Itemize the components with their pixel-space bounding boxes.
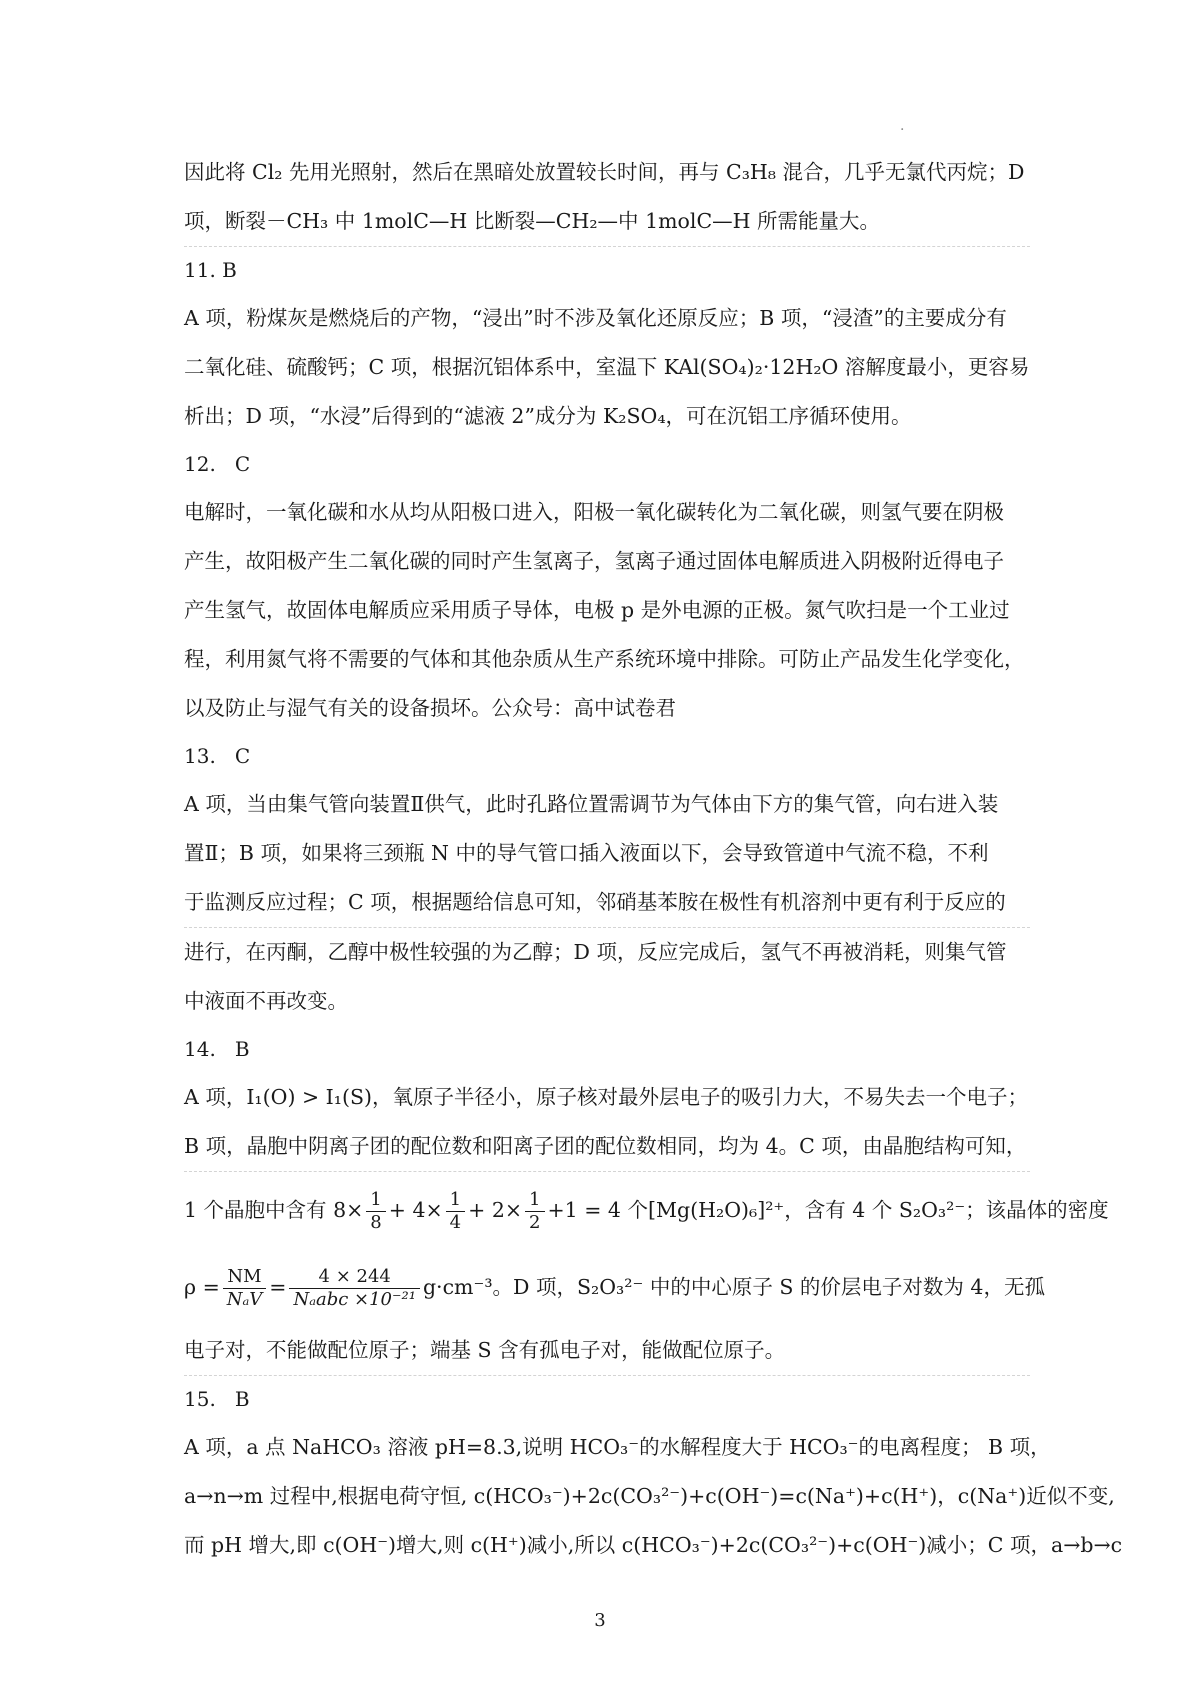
fraction-denominator: 2 [529,1212,541,1233]
fraction-denominator: Nₐabc ×10⁻²¹ [293,1289,416,1310]
fraction-denominator: NₐV [226,1289,263,1310]
answer-content [184,148,1123,1570]
formula-text: g·cm⁻³。D 项，S₂O₃²⁻ 中的中心原子 S 的价层电子对数为 4，无孤 [422,1275,1045,1299]
page-number: 3 [594,1610,606,1631]
fraction-numerator: NM [223,1266,267,1289]
q14-density-line [184,1249,1045,1326]
intro-line: 项，断裂－CH₃ 中 1molC—H 比断裂—CH₂—中 1molC—H 所需能量大。 [184,197,1030,247]
q14-line: A 项，I₁(O) > I₁(S)，氧原子半径小，原子核对最外层电子的吸引力大，不易失去一个电子； [184,1085,1029,1109]
q15-line: A 项，a 点 NaHCO₃ 溶液 pH=8.3,说明 HCO₃⁻的水解程度大于 HCO₃⁻的电离程度； B 项， [184,1435,1051,1459]
intro-line: 因此将 Cl₂ 先用光照射，然后在黑暗处放置较长时间，再与 C₃H₈ 混合，几乎无氯代丙烷；D [184,160,1025,184]
q15-line: 而 pH 增大,即 c(OH⁻)增大,则 c(H⁺)减小,所以 c(HCO₃⁻)+2c(CO₃²⁻)+c(OH⁻)减小；C 项，a→b→c [184,1533,1123,1557]
q13-line: 中液面不再改变。 [184,989,348,1013]
fraction [525,1189,544,1234]
q11-line: 二氧化硅、硫酸钙；C 项，根据沉铝体系中，室温下 KAl(SO₄)₂·12H₂O 溶解度最小，更容易 [184,355,1030,379]
q13-line: 置Ⅱ；B 项，如果将三颈瓶 N 中的导气管口插入液面以下，会导致管道中气流不稳，不利 [184,841,989,865]
q11-line: A 项，粉煤灰是燃烧后的产物，“浸出”时不涉及氧化还原反应；B 项，“浸渣”的主要成分有 [184,306,1007,330]
question-number-14: 14. B [184,1037,250,1061]
fraction-numerator: 1 [366,1189,385,1212]
fraction-denominator: 8 [370,1212,382,1233]
q14-line: 电子对，不能做配位原子；端基 S 含有孤电子对，能做配位原子。 [184,1326,1030,1376]
q12-line: 程，利用氮气将不需要的气体和其他杂质从生产系统环境中排除。可防止产品发生化学变化， [184,647,1025,671]
fraction-numerator: 1 [525,1189,544,1212]
fraction [223,1266,267,1311]
fraction-numerator: 4 × 244 [289,1266,419,1289]
formula-text: 1 个晶胞中含有 8× [184,1198,364,1222]
formula-text: +1 = 4 个[Mg(H₂O)₆]²⁺，含有 4 个 S₂O₃²⁻；该晶体的密度 [547,1198,1109,1222]
q11-line: 析出；D 项，“水浸”后得到的“滤液 2”成分为 K₂SO₄，可在沉铝工序循环使用。 [184,404,912,428]
fraction-denominator: 4 [449,1212,462,1233]
question-number-12: 12. C [184,452,251,476]
fraction [289,1266,419,1311]
formula-text: = [269,1275,287,1299]
q14-unit-cell-count-line [184,1172,1109,1249]
fraction [366,1189,385,1234]
formula-text: ρ = [184,1275,220,1299]
q15-line: a→n→m 过程中,根据电荷守恒, c(HCO₃⁻)+2c(CO₃²⁻)+c(OH⁻)=c(Na⁺)+c(H⁺)，c(Na⁺)近似不变, [184,1484,1115,1508]
fraction [446,1189,465,1234]
q13-line: 于监测反应过程；C 项，根据题给信息可知，邻硝基苯胺在极性有机溶剂中更有利于反应的 [184,878,1030,928]
q13-line: A 项，当由集气管向装置Ⅱ供气，此时孔路位置需调节为气体由下方的集气管，向右进入装 [184,792,999,816]
question-number-11: 11. B [184,258,237,282]
question-number-13: 13. C [184,744,251,768]
q12-line: 产生氢气，故固体电解质应采用质子导体，电极 p 是外电源的正极。氮气吹扫是一个工业过 [184,598,1010,622]
q14-line: B 项，晶胞中阴离子团的配位数和阳离子团的配位数相同，均为 4。C 项，由晶胞结构可知， [184,1122,1030,1172]
q13-line: 进行，在丙酮，乙醇中极性较强的为乙醇；D 项，反应完成后，氢气不再被消耗，则集气管 [184,940,1007,964]
q12-line: 产生，故阳极产生二氧化碳的同时产生氢离子，氢离子通过固体电解质进入阴极附近得电子 [184,549,1004,573]
question-number-15: 15. B [184,1387,250,1411]
q12-line: 以及防止与湿气有关的设备损坏。公众号：高中试卷君 [184,696,676,720]
fraction-numerator: 1 [446,1189,465,1212]
q12-line: 电解时，一氧化碳和水从均从阳极口进入，阳极一氧化碳转化为二氧化碳，则氢气要在阴极 [184,500,1004,524]
page-mark: · [900,122,905,138]
formula-text: + 2× [468,1198,523,1222]
formula-text: + 4× [388,1198,443,1222]
